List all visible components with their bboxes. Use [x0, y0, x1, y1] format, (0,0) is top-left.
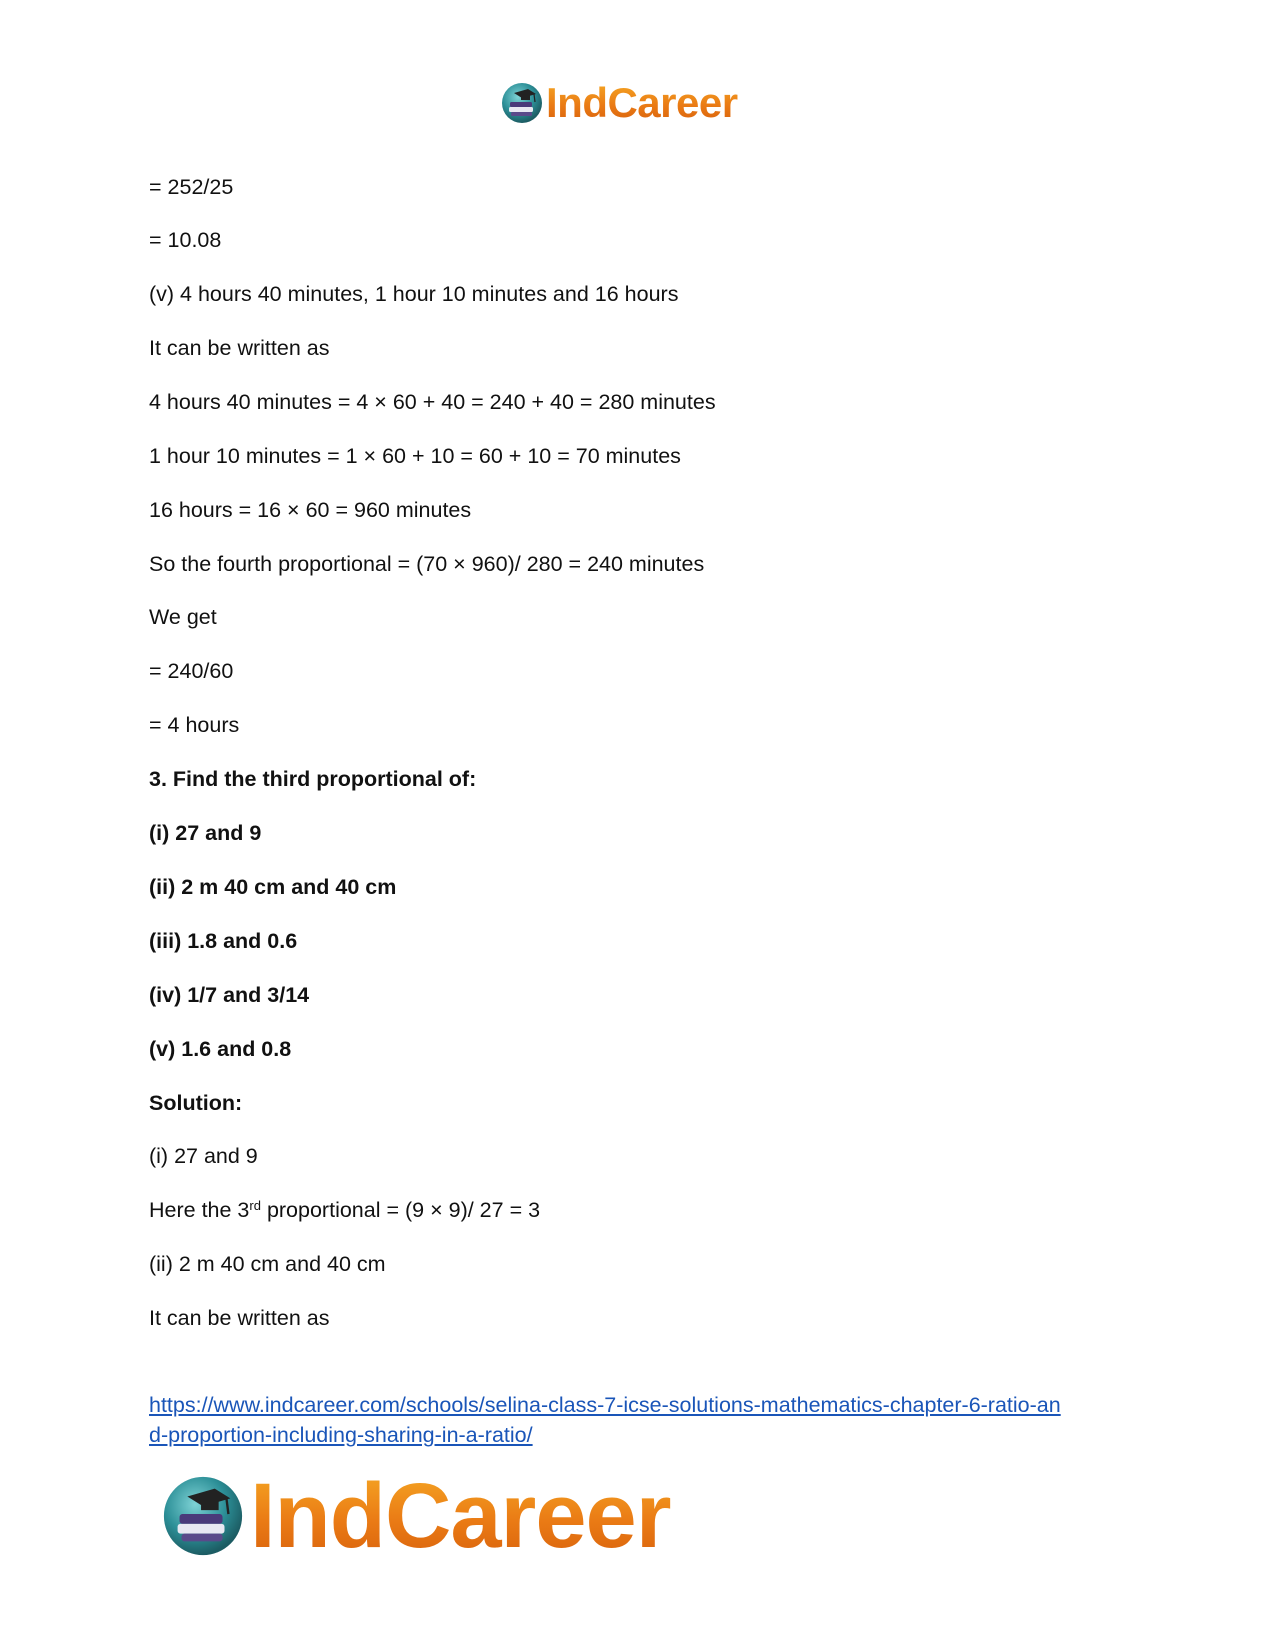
text-line: (ii) 2 m 40 cm and 40 cm: [149, 1252, 386, 1276]
logo-wordmark: IndCareer: [250, 1465, 671, 1567]
text-line: 1 hour 10 minutes = 1 × 60 + 10 = 60 + 10 = 70 minutes: [149, 444, 681, 468]
source-link-line-2[interactable]: d-proportion-including-sharing-in-a-ratio/: [149, 1423, 533, 1447]
question-part: (iv) 1/7 and 3/14: [149, 983, 310, 1007]
text-line: So the fourth proportional = (70 × 960)/ 280 = 240 minutes: [149, 552, 705, 576]
text-line: 4 hours 40 minutes = 4 × 60 + 40 = 240 + 40 = 280 minutes: [149, 390, 716, 414]
text-line: (v) 4 hours 40 minutes, 1 hour 10 minutes and 16 hours: [149, 282, 679, 306]
text-line: = 4 hours: [149, 713, 240, 737]
text-fragment: proportional = (9 × 9)/ 27 = 3: [260, 1198, 541, 1222]
ordinal-suffix: rd: [249, 1198, 261, 1213]
source-link[interactable]: [149, 1390, 1129, 1450]
text-line: We get: [149, 605, 217, 629]
text-line: = 240/60: [149, 659, 234, 683]
text-fragment: Here the 3: [149, 1198, 250, 1222]
header-logo: [500, 80, 738, 126]
question-part: (i) 27 and 9: [149, 821, 262, 845]
text-line: [149, 1197, 540, 1223]
question-part: (v) 1.6 and 0.8: [149, 1037, 292, 1061]
solution-heading: Solution:: [149, 1091, 243, 1115]
text-line: It can be written as: [149, 1306, 330, 1330]
indcareer-logo-icon: [160, 1473, 246, 1559]
indcareer-logo-icon: [500, 81, 544, 125]
question-part: (iii) 1.8 and 0.6: [149, 929, 298, 953]
logo-wordmark: IndCareer: [546, 79, 738, 126]
text-line: It can be written as: [149, 336, 330, 360]
question-heading: 3. Find the third proportional of:: [149, 767, 477, 791]
question-part: (ii) 2 m 40 cm and 40 cm: [149, 875, 397, 899]
text-line: = 10.08: [149, 228, 222, 252]
footer-logo: [160, 1465, 671, 1567]
text-line: (i) 27 and 9: [149, 1144, 258, 1168]
source-link-line-1[interactable]: https://www.indcareer.com/schools/selina-class-7-icse-solutions-mathematics-chapter-6-ratio-an: [149, 1393, 1061, 1417]
text-line: = 252/25: [149, 175, 234, 199]
text-line: 16 hours = 16 × 60 = 960 minutes: [149, 498, 472, 522]
